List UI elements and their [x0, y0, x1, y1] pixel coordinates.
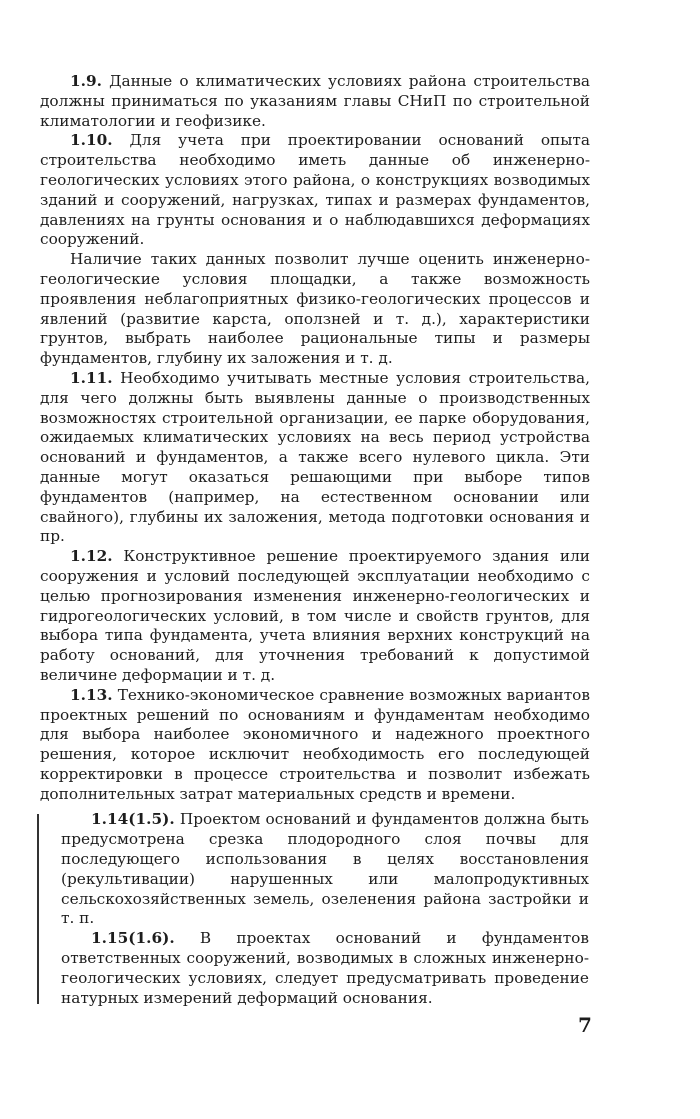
paragraph-text: Наличие таких данных позволит лучше оценить инженерно-геологические условия площадки, а также возможность проявления неблагоприятных физико-геологических процессов и явлений (развитие карста, оползней и т. д.), характеристики грунтов, выбрать наиболее рациональные типы и размеры фундаментов, глубину их заложения и т. д. [40, 250, 590, 368]
paragraph-text: Необходимо учитывать местные условия строительства, для чего должны быть выявлены данные о производственных возможностях строительной организации, ее парке оборудования, ожидаемых климатических условиях на весь период устройства оснований и фундаментов, а также всего нулевого цикла. Эти данные могут оказаться решающими при выборе типов фундаментов (например, на естественном основании или свайного), глубины их заложения, метода подготовки основания и пр. [40, 368, 590, 546]
page-number: 7 [578, 1013, 592, 1037]
paragraph-text: Конструктивное решение проектируемого здания или сооружения и условий последующей эксплуатации необходимо с целью прогнозирования изменения инженерно-геологических и гидрогеологических условий, в том числе и свойств грунтов, для выбора типа фундамента, учета влияния верхних конструкций на работу оснований, для уточнения требований к допустимой величине деформации и т. д. [40, 547, 590, 684]
paragraph-text: Данные о климатических условиях района строительства должны приниматься по указаниям главы СНиП по строительной климатологии и геофизике. [40, 72, 590, 130]
paragraph-1-9 [40, 72, 590, 131]
paragraph-1-13 [40, 686, 590, 805]
paragraph-1-14 [61, 810, 589, 929]
revised-section [37, 810, 590, 1008]
paragraph-number: 1.9. [70, 72, 102, 90]
revision-margin-bar [37, 814, 39, 1004]
paragraph-text: Проектом оснований и фундаментов должна быть предусмотрена срезка плодородного слоя почвы для последующего использования в целях восстановления (рекультивации) нарушенных или малопродуктивных сельскохозяйственных земель, озеленения района застройки и т. п. [61, 810, 589, 928]
paragraph-1-12 [40, 547, 590, 686]
paragraph-1-15 [61, 929, 589, 1008]
paragraph-text: Для учета при проектировании оснований опыта строительства необходимо иметь данные об инженерно-геологических условиях этого района, о конструкциях возводимых зданий и сооружений, нагрузках, типах и размерах фундаментов, давлениях на грунты основания и о наблюдавшихся деформациях сооружений. [40, 131, 590, 249]
paragraph-number: 1.11. [70, 368, 113, 387]
paragraph-number: 1.15(1.6). [91, 929, 175, 948]
paragraph-number: 1.13. [70, 685, 113, 704]
page-body [40, 72, 590, 1008]
paragraph-number: 1.10. [70, 131, 113, 150]
paragraph-1-11 [40, 369, 590, 547]
paragraph-number: 1.12. [70, 547, 113, 566]
paragraph-number: 1.14(1.5). [91, 810, 175, 829]
paragraph-1-10-continued [40, 250, 590, 369]
paragraph-text: В проектах оснований и фундаментов ответственных сооружений, возводимых в сложных инженерно-геологических условиях, следует предусматривать проведение натурных измерений деформаций основания. [61, 929, 589, 1007]
paragraph-text: Технико-экономическое сравнение возможных вариантов проектных решений по основаниям и фундаментам необходимо для выбора наиболее экономичного и надежного проектного решения, которое исключит необходимость его последующей корректировки в процессе строительства и позволит избежать дополнительных затрат материальных средств и времени. [40, 685, 590, 803]
paragraph-1-10 [40, 131, 590, 250]
